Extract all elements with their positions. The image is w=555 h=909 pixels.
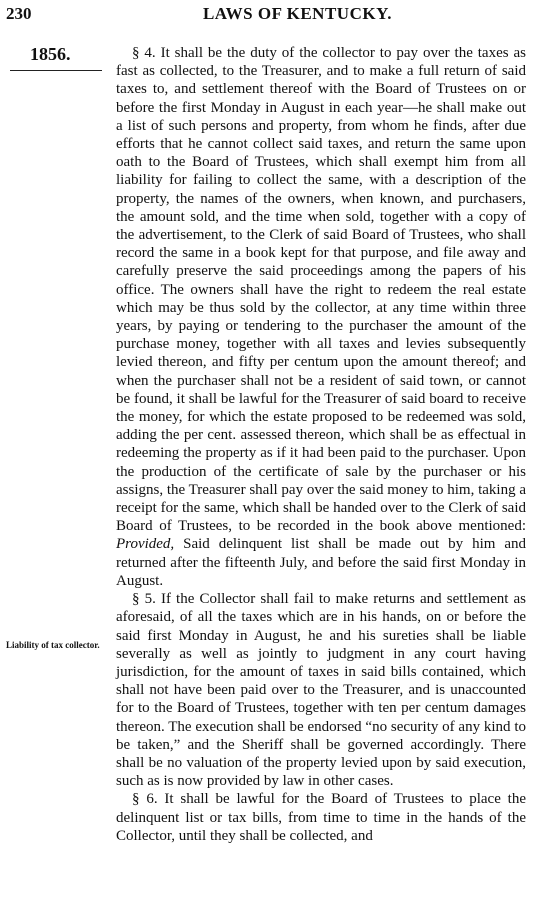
text-column: [116, 44, 526, 845]
page-number: 230: [6, 4, 32, 23]
section-4: [116, 44, 526, 590]
section-5: § 5. If the Collector shall fail to make returns and settlement as aforesaid, of all the taxes which are in his hands, on or before the said first Monday in August, he and his sureties shall be liable severally as well as jointly to judgment in any court having jurisdiction, for the amount of taxes in said bills contained, which shall not have been paid over to the Treasurer, and is unaccounted for to the Board of Trustees, together with ten per centum damages thereon. The execution shall be endorsed “no security of any kind to be taken,” and the Sheriff shall be governed accordingly. There shall be no valuation of the property levied upon by said execution, such as is now provided by law in other cases.: [116, 591, 526, 790]
margin-year: 1856.: [30, 44, 71, 64]
section-4-end: Said delinquent list shall be made out by him and returned after the fifteenth July, and before the said first Monday in August.: [116, 536, 526, 589]
margin-year-rule: [10, 70, 102, 71]
margin-note-liability: Liability of tax collector.: [6, 640, 100, 650]
section-6: § 6. It shall be lawful for the Board of Trustees to place the delinquent list or tax bills, from time to time in the hands of the Collector, until they shall be collected, and: [116, 791, 526, 844]
section-4-provided: Provided,: [116, 536, 175, 553]
section-4-text: § 4. It shall be the duty of the collector to pay over the taxes as fast as collected, to the Treasurer, and to make a full return of said taxes to, and settlement thereof with the Board of Trustees on or before the first Monday in August in each year—he shall make out a list of such persons and property, from whom he finds, after due efforts that he cannot collect said taxes, and return the same upon oath to the Board of Trustees, which shall exempt him from all liability for failing to collect the same, with a description of the property, the names of the owners, when known, and purchasers, the amount sold, and the time when sold, together with a copy of the advertisement, to the Clerk of said Board of Trustees, who shall record the same in a book kept for that purpose, and file away and carefully preserve the said proceedings among the papers of his office. The owners shall have the right to redeem the real estate which may be thus sold by the collector, at any time within three years, by paying or tendering to the purchaser the amount of the purchase money, together with all taxes and levies subsequently levied thereon, and fifty per centum upon the amount thereof; and when the purchaser shall not be a resident of said town, or cannot be found, it shall be lawful for the Treasurer of said board to receive the money, for which the estate proposed to be redeemed was sold, adding the per cent. assessed thereon, which shall be as effectual in redeeming the property as if it had been paid to the purchaser. Upon the production of the certificate of sale by the purchaser or his assigns, the Treasurer shall pay over the said money to him, taking a receipt for the same, which shall be handed over to the Clerk of said Board of Trustees, to be recorded in the book above mentioned:: [116, 45, 526, 535]
running-head: LAWS OF KENTUCKY.: [202, 4, 393, 23]
